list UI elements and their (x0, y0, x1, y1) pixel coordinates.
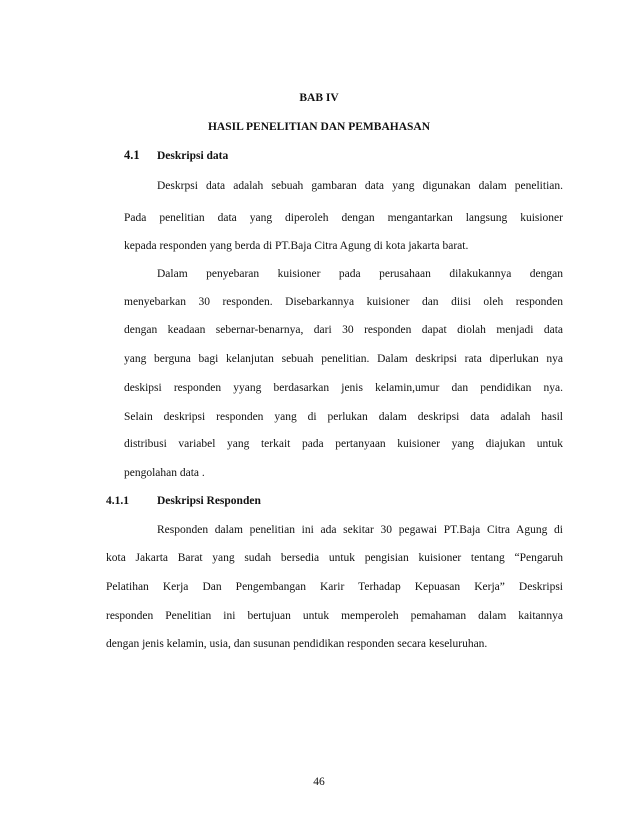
paragraph-line: kepada responden yang berda di PT.Baja Citra Agung di kota jakarta barat. (124, 240, 469, 252)
chapter-title: HASIL PENELITIAN DAN PEMBAHASAN (207, 121, 431, 133)
paragraph-line: kota Jakarta Barat yang sudah bersedia untuk pengisian kuisioner tentang “Pengaruh (106, 552, 563, 564)
paragraph-line: yang berguna bagi kelanjutan sebuah penelitian. Dalam deskripsi rata diperlukan nya (124, 353, 563, 365)
subsection-number: 4.1.1 (106, 495, 129, 507)
paragraph-line: pengolahan data . (124, 467, 205, 479)
paragraph-line: Responden dalam penelitian ini ada sekitar 30 pegawai PT.Baja Citra Agung di (157, 524, 563, 536)
paragraph-line: deskipsi responden yyang berdasarkan jenis kelamin,umur dan pendidikan nya. (124, 382, 563, 394)
paragraph-line: Deskrpsi data adalah sebuah gambaran data yang digunakan dalam penelitian. (157, 180, 563, 192)
page-number: 46 (313, 776, 325, 788)
paragraph-line: dengan jenis kelamin, usia, dan susunan pendidikan responden secara keseluruhan. (106, 638, 488, 650)
paragraph-line: Pada penelitian data yang diperoleh dengan mengantarkan langsung kuisioner (124, 212, 563, 224)
paragraph-line: responden Penelitian ini bertujuan untuk memperoleh pemahaman dalam kaitannya (106, 610, 563, 622)
paragraph-line: Pelatihan Kerja Dan Pengembangan Karir Terhadap Kepuasan Kerja” Deskripsi (106, 581, 563, 593)
chapter-label: BAB IV (299, 92, 339, 104)
paragraph-line: dengan keadaan sebernar-benarnya, dari 30 responden dapat diolah menjadi data (124, 324, 563, 336)
section-title: Deskripsi data (157, 150, 229, 162)
paragraph-line: distribusi variabel yang terkait pada pertanyaan kuisioner yang diajukan untuk (124, 438, 563, 450)
section-number: 4.1 (124, 148, 140, 162)
paragraph-line: menyebarkan 30 responden. Disebarkannya kuisioner dan diisi oleh responden (124, 296, 563, 308)
paragraph-line: Dalam penyebaran kuisioner pada perusahaan dilakukannya dengan (157, 268, 563, 280)
paragraph-line: Selain deskripsi responden yang di perlukan dalam deskripsi data adalah hasil (124, 411, 563, 423)
subsection-title: Deskripsi Responden (157, 495, 261, 507)
